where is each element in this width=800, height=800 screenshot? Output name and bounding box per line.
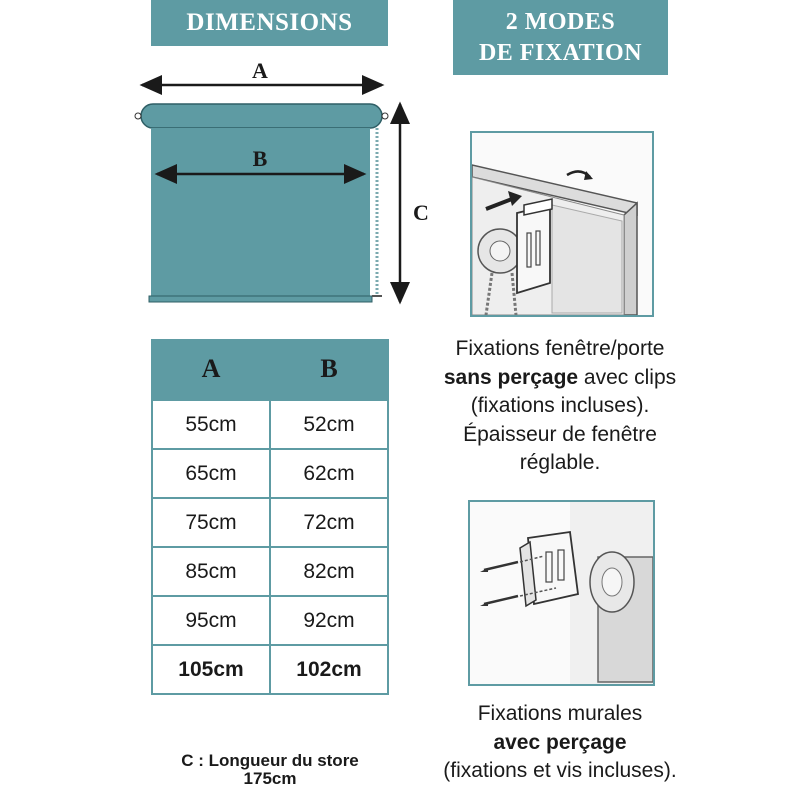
window-caption-line3: (fixations incluses). (470, 394, 650, 417)
label-a: A (252, 58, 268, 83)
cell-a: 55cm (152, 400, 270, 449)
window-caption-line5: réglable. (519, 451, 601, 474)
window-clip-illustration (470, 131, 654, 317)
cell-a: 75cm (152, 498, 270, 547)
window-caption-bold: sans perçage (443, 365, 579, 389)
header-b: B (270, 339, 388, 400)
cell-b: 102cm (270, 645, 388, 694)
dimensions-table (151, 339, 389, 695)
cell-b: 62cm (270, 449, 388, 498)
roller-tube (141, 104, 382, 128)
dimensions-title: DIMENSIONS (186, 9, 353, 36)
wall-fixation-caption (420, 700, 700, 786)
table-row (152, 449, 388, 498)
table-row (152, 400, 388, 449)
bottom-bar (149, 296, 372, 302)
cell-a: 85cm (152, 547, 270, 596)
cell-a: 65cm (152, 449, 270, 498)
cell-b: 82cm (270, 547, 388, 596)
table-row (152, 596, 388, 645)
window-caption-line2 (420, 364, 700, 393)
cell-b: 72cm (270, 498, 388, 547)
wall-bracket-illustration (468, 500, 655, 686)
table-header-row (152, 339, 388, 400)
label-c: C (413, 200, 429, 225)
header-a: A (152, 339, 270, 400)
length-note (140, 752, 400, 788)
label-b: B (252, 146, 268, 171)
length-note-label: C : Longueur du store (181, 751, 359, 770)
wall-caption-line3: (fixations et vis incluses). (443, 759, 677, 782)
window-caption-line4: Épaisseur de fenêtre (463, 422, 657, 446)
table-row (152, 547, 388, 596)
wall-caption-line2 (420, 729, 700, 758)
window-fixation-caption (420, 335, 700, 478)
table-row (152, 645, 388, 694)
table-row (152, 498, 388, 547)
wall-caption-line1: Fixations murales (477, 702, 643, 725)
window-caption-line1: Fixations fenêtre/porte (455, 337, 665, 360)
window-caption-after-bold: avec clips (578, 365, 677, 389)
length-note-value: 175cm (243, 769, 297, 788)
cell-a: 95cm (152, 596, 270, 645)
cell-a: 105cm (152, 645, 270, 694)
wall-caption-bold: avec perçage (493, 730, 627, 754)
cell-b: 52cm (270, 400, 388, 449)
fixation-title-line1: 2 MODES (505, 8, 616, 35)
cell-b: 92cm (270, 596, 388, 645)
fixation-title-line2: DE FIXATION (478, 39, 643, 66)
